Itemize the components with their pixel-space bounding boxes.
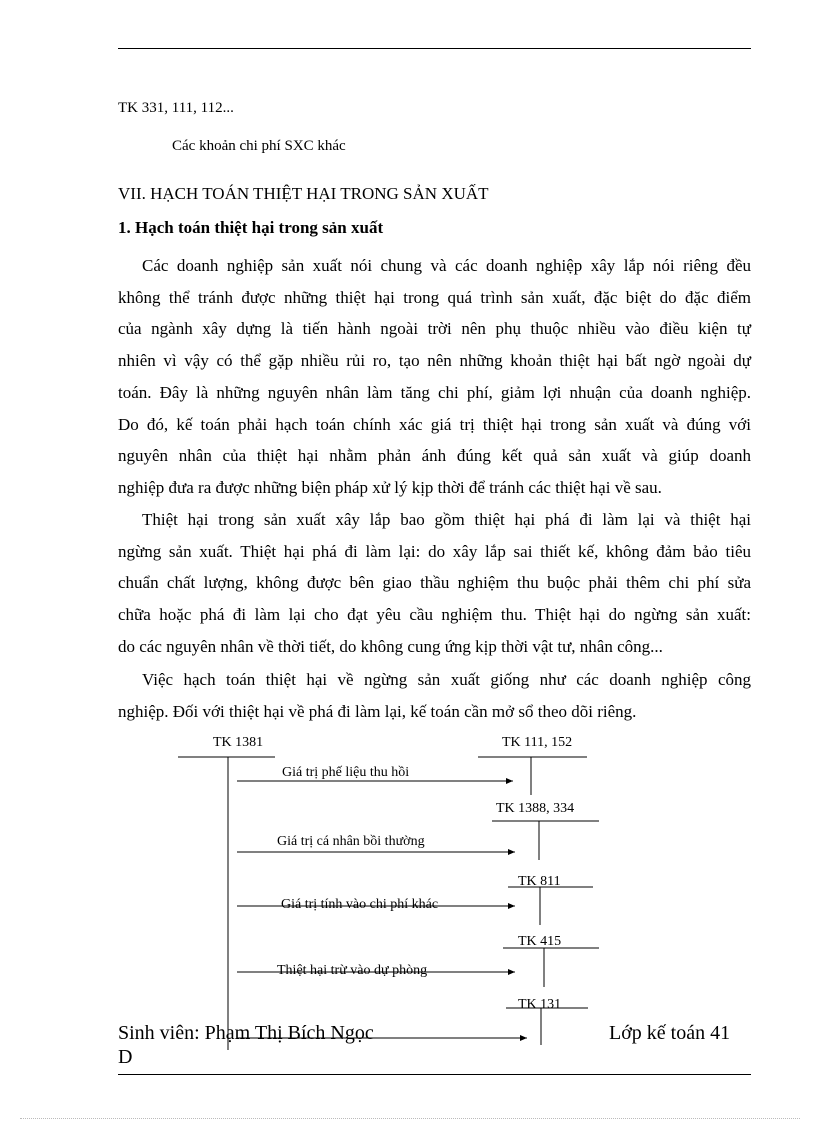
footer-class: Lớp kế toán 41 bbox=[609, 1022, 731, 1044]
tk131-label: TK 131 bbox=[518, 997, 562, 1012]
tk111-label: TK 111, 152 bbox=[502, 735, 573, 750]
paragraph-line: toán. Đây là những nguyên nhân làm tăng chi phí, giảm lợi nhuận của doanh nghiệp. bbox=[118, 382, 751, 402]
paragraph-line: Do đó, kế toán phải hạch toán chính xác giá trị thiệt hại trong sản xuất và đúng với bbox=[118, 414, 751, 434]
paragraph-line: nguyên nhân của thiệt hại nhằm phản ánh đúng kết quả sản xuất và giúp doanh bbox=[118, 446, 751, 466]
other-costs-text: Các khoản chi phí SXC khác bbox=[172, 138, 346, 154]
tk1381-label: TK 1381 bbox=[213, 735, 264, 750]
entry-3-label: Giá trị tính vào chi phí khác bbox=[281, 897, 439, 912]
paragraph-line: ngừng sản xuất. Thiệt hại phá đi làm lại: do xây lắp sai thiết kế, không đảm bảo tiêu bbox=[118, 541, 751, 561]
footer-student: Sinh viên: Phạm Thị Bích Ngọc bbox=[118, 1022, 374, 1044]
tk1388-label: TK 1388, 334 bbox=[496, 801, 575, 816]
paragraph-line: Thiệt hại trong sản xuất xây lắp bao gồm thiệt hại phá đi làm lại và thiệt hại bbox=[142, 510, 751, 529]
tk811-label: TK 811 bbox=[518, 874, 561, 889]
bottom-rule bbox=[118, 1074, 751, 1075]
section-subheading: 1. Hạch toán thiệt hại trong sản xuất bbox=[118, 218, 384, 237]
paragraph-line: Các doanh nghiệp sản xuất nói chung và các doanh nghiệp xây lắp nói riêng đều bbox=[142, 256, 751, 275]
paragraph-line: nghiệp. Đối với thiệt hại về phá đi làm lại, kế toán cần mở sổ theo dõi riêng. bbox=[118, 701, 637, 721]
entry-1-label: Giá trị phế liệu thu hồi bbox=[282, 765, 410, 780]
entry-4-label: Thiệt hại trừ vào dự phòng bbox=[277, 963, 428, 978]
paragraph-line: do các nguyên nhân về thời tiết, do không cung ứng kịp thời vật tư, nhân công... bbox=[118, 636, 663, 656]
paragraph-line: nhiên vì vậy có thể gặp nhiều rủi ro, tạo nên những khoản thiệt hại bất ngờ ngoài dự bbox=[118, 351, 751, 371]
paragraph-line: chuẩn chất lượng, không được bên giao thầu nghiệm thu buộc phải thêm chi phí sửa bbox=[118, 573, 751, 593]
section-heading: VII. HẠCH TOÁN THIỆT HẠI TRONG SẢN XUẤT bbox=[118, 184, 489, 203]
paragraph-line: chữa hoặc phá đi làm lại cho đạt yêu cầu nghiệm thu. Thiệt hại do ngừng sản xuất: bbox=[118, 605, 751, 625]
page-edge-dots bbox=[20, 1118, 800, 1119]
paragraph-line: của ngành xây dựng là tiến hành ngoài trời nên phụ thuộc nhiều vào điều kiện tự bbox=[118, 319, 751, 339]
footer-class-suffix: D bbox=[118, 1046, 133, 1068]
paragraph-line: Việc hạch toán thiệt hại về ngừng sản xuất giống như các doanh nghiệp công bbox=[142, 670, 751, 689]
paragraph-line: không thể tránh được những thiệt hại trong quá trình sản xuất, đặc biệt do đặc điểm bbox=[118, 287, 751, 307]
entry-2-label: Giá trị cá nhân bồi thường bbox=[277, 834, 425, 849]
account-ref-text: TK 331, 111, 112... bbox=[118, 100, 234, 116]
tk415-label: TK 415 bbox=[518, 934, 562, 949]
paragraph-line: nghiệp đưa ra được những biện pháp xử lý kịp thời để tránh các thiệt hại về sau. bbox=[118, 477, 662, 497]
